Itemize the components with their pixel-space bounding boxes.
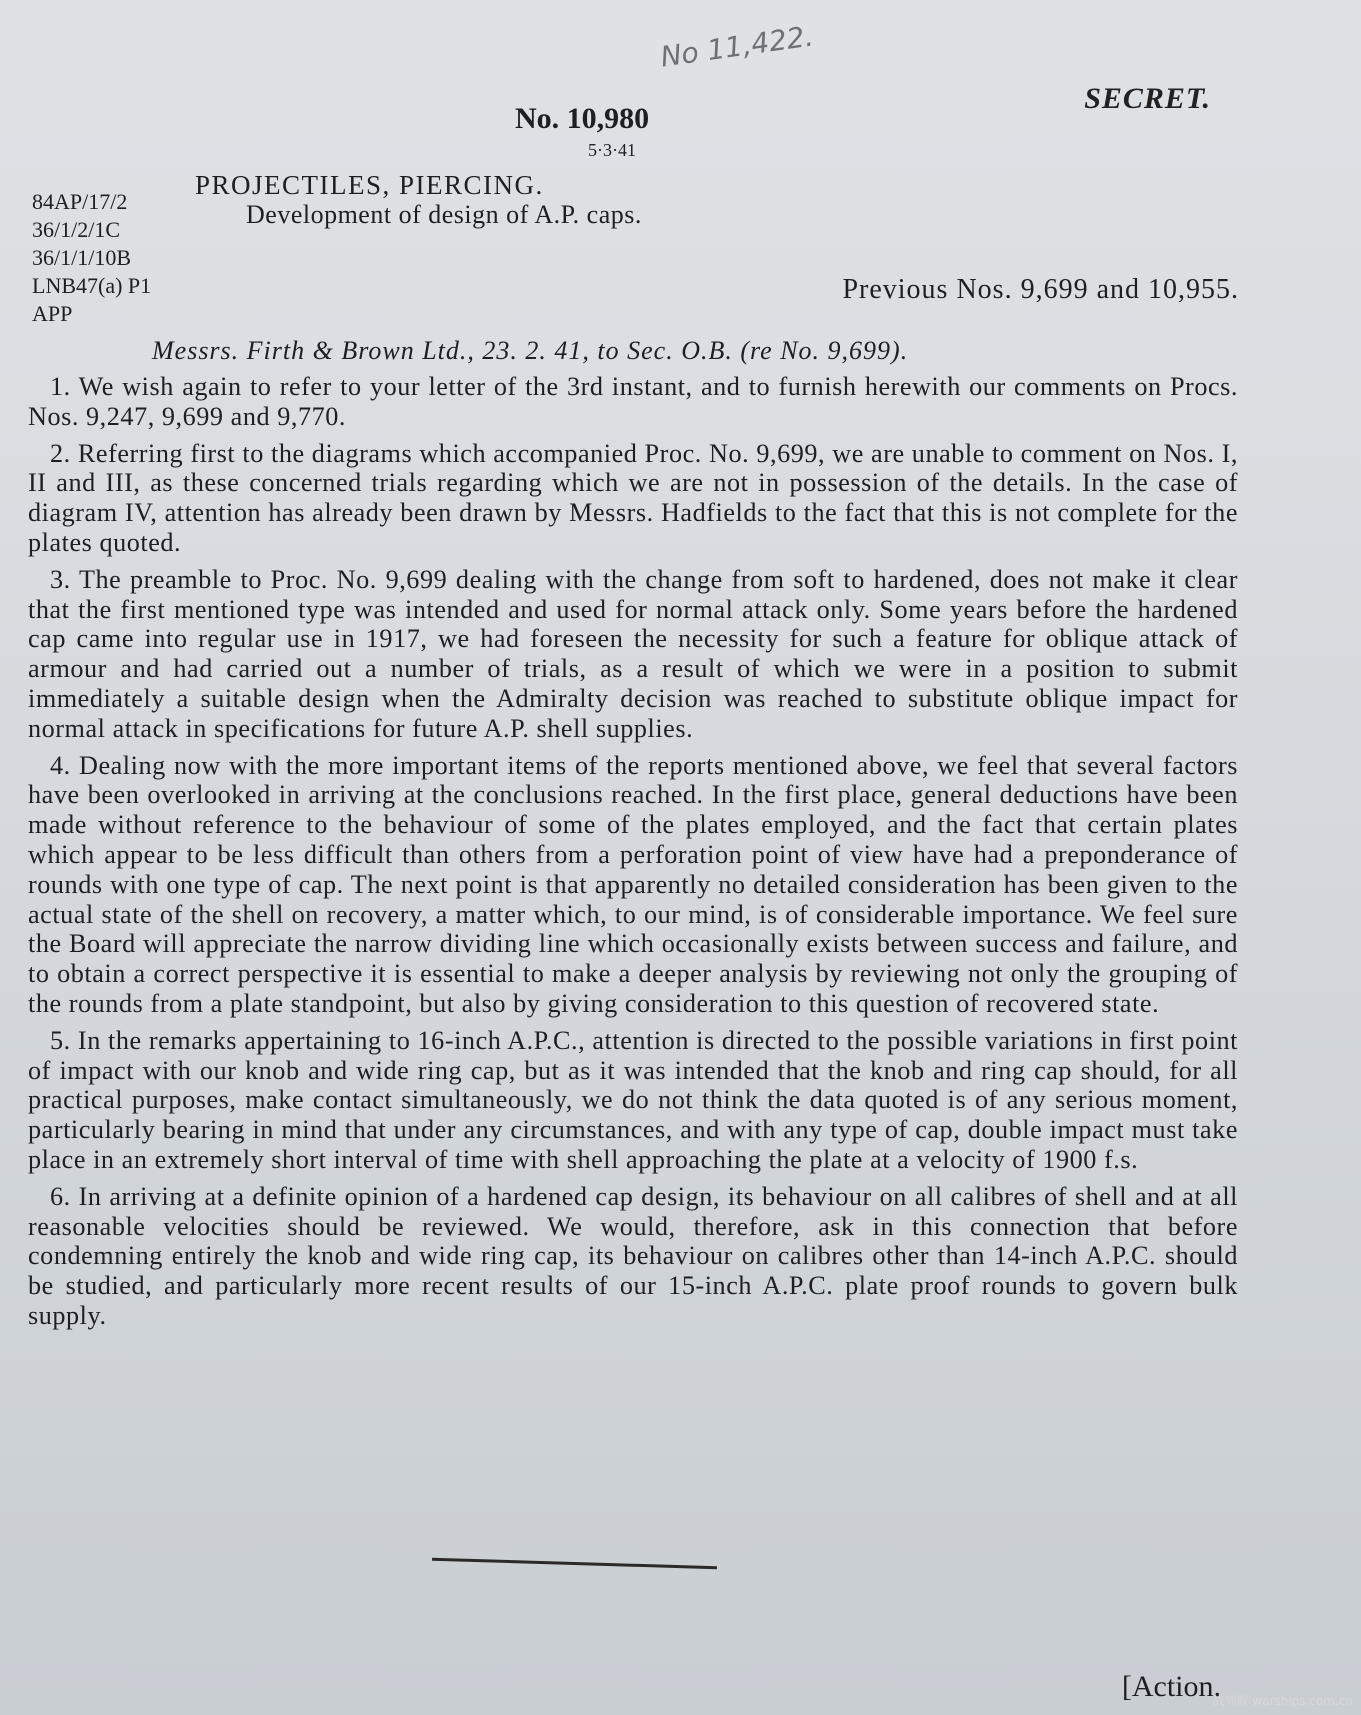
reference-line: LNB47(a) P1	[32, 273, 152, 298]
previous-numbers: Previous Nos. 9,699 and 10,955.	[842, 274, 1239, 305]
watermark: 战列舰 warships.com.cn	[1212, 1694, 1353, 1708]
reference-line: APP	[32, 301, 73, 326]
paragraph: 3. The preamble to Proc. No. 9,699 dealing with the change from soft to hardened, does not make it clear that the first mentioned type was intended and used for normal attack only. Some years before the hardened cap came into regular use in 1917, we had foreseen the necessity for such a feature for oblique attack of armour and had carried out a number of trials, as a result of which we were in a position to submit immediately a suitable design when the Admiralty decision was reached to substitute oblique impact for normal attack in specifications for future A.P. shell supplies.	[28, 564, 1238, 743]
subject-subtitle: Development of design of A.P. caps.	[246, 200, 642, 229]
reference-line: 84AP/17/2	[32, 189, 128, 214]
paragraph: 5. In the remarks appertaining to 16-inch A.P.C., attention is directed to the possible variations in first point of impact with our knob and wide ring cap, but as it was intended that the knob and ring cap should, for all practical purposes, make contact simultaneously, we do not think the data quoted is of any serious moment, particularly bearing in mind that under any circumstances, and with any type of cap, double impact must take place in an extremely short interval of time with shell approaching the plate at a velocity of 1900 f.s.	[28, 1025, 1238, 1174]
paragraph: 6. In arriving at a definite opinion of a hardened cap design, its behaviour on all calibres of shell and at all reasonable velocities should be reviewed. We would, therefore, ask in this connection that before condemning entirely the knob and wide ring cap, its behaviour on calibres other than 14-inch A.P.C. should be studied, and particularly more recent results of our 15-inch A.P.C. plate proof rounds to govern bulk supply.	[28, 1181, 1238, 1330]
end-rule	[432, 1558, 717, 1569]
document-number: No. 10,980	[515, 102, 650, 135]
classification-label: SECRET.	[1084, 82, 1211, 115]
catchword: [Action.	[1121, 1670, 1221, 1703]
reference-line: 36/1/1/10B	[32, 245, 132, 270]
file-references	[32, 188, 151, 328]
paragraph: 1. We wish again to refer to your letter of the 3rd instant, and to furnish herewith our comments on Procs. Nos. 9,247, 9,699 and 9,770.	[28, 372, 1238, 431]
document-date: 5·3·41	[588, 140, 636, 160]
paragraph: 2. Referring first to the diagrams which accompanied Proc. No. 9,699, we are unable to comment on Nos. I, II and III, as these concerned trials regarding which we are not in possession of the details. In the case of diagram IV, attention has already been drawn by Messrs. Hadfields to the fact that this is not complete for the plates quoted.	[28, 438, 1238, 557]
correspondence-line: Messrs. Firth & Brown Ltd., 23. 2. 41, to Sec. O.B. (re No. 9,699).	[152, 336, 909, 365]
paragraph: 4. Dealing now with the more important items of the reports mentioned above, we feel that several factors have been overlooked in arriving at the conclusions reached. In the first place, general deductions have been made without reference to the behaviour of some of the plates employed, and the fact that certain plates which appear to be less difficult than others from a perforation point of view have had a preponderance of rounds with one type of cap. The next point is that apparently no detailed consideration has been given to the actual state of the shell on recovery, a matter which, to our mind, is of considerable importance. We feel sure the Board will appreciate the narrow dividing line which occasionally exists between success and failure, and to obtain a correct perspective it is essential to make a deeper analysis by reviewing not only the grouping of the rounds from a plate standpoint, but also by giving consideration to this question of recovered state.	[28, 750, 1238, 1018]
reference-line: 36/1/2/1C	[32, 217, 121, 242]
handwritten-note: No 11,422.	[658, 19, 816, 74]
body-text	[28, 372, 1238, 1338]
subject-heading: PROJECTILES, PIERCING.	[195, 170, 544, 200]
